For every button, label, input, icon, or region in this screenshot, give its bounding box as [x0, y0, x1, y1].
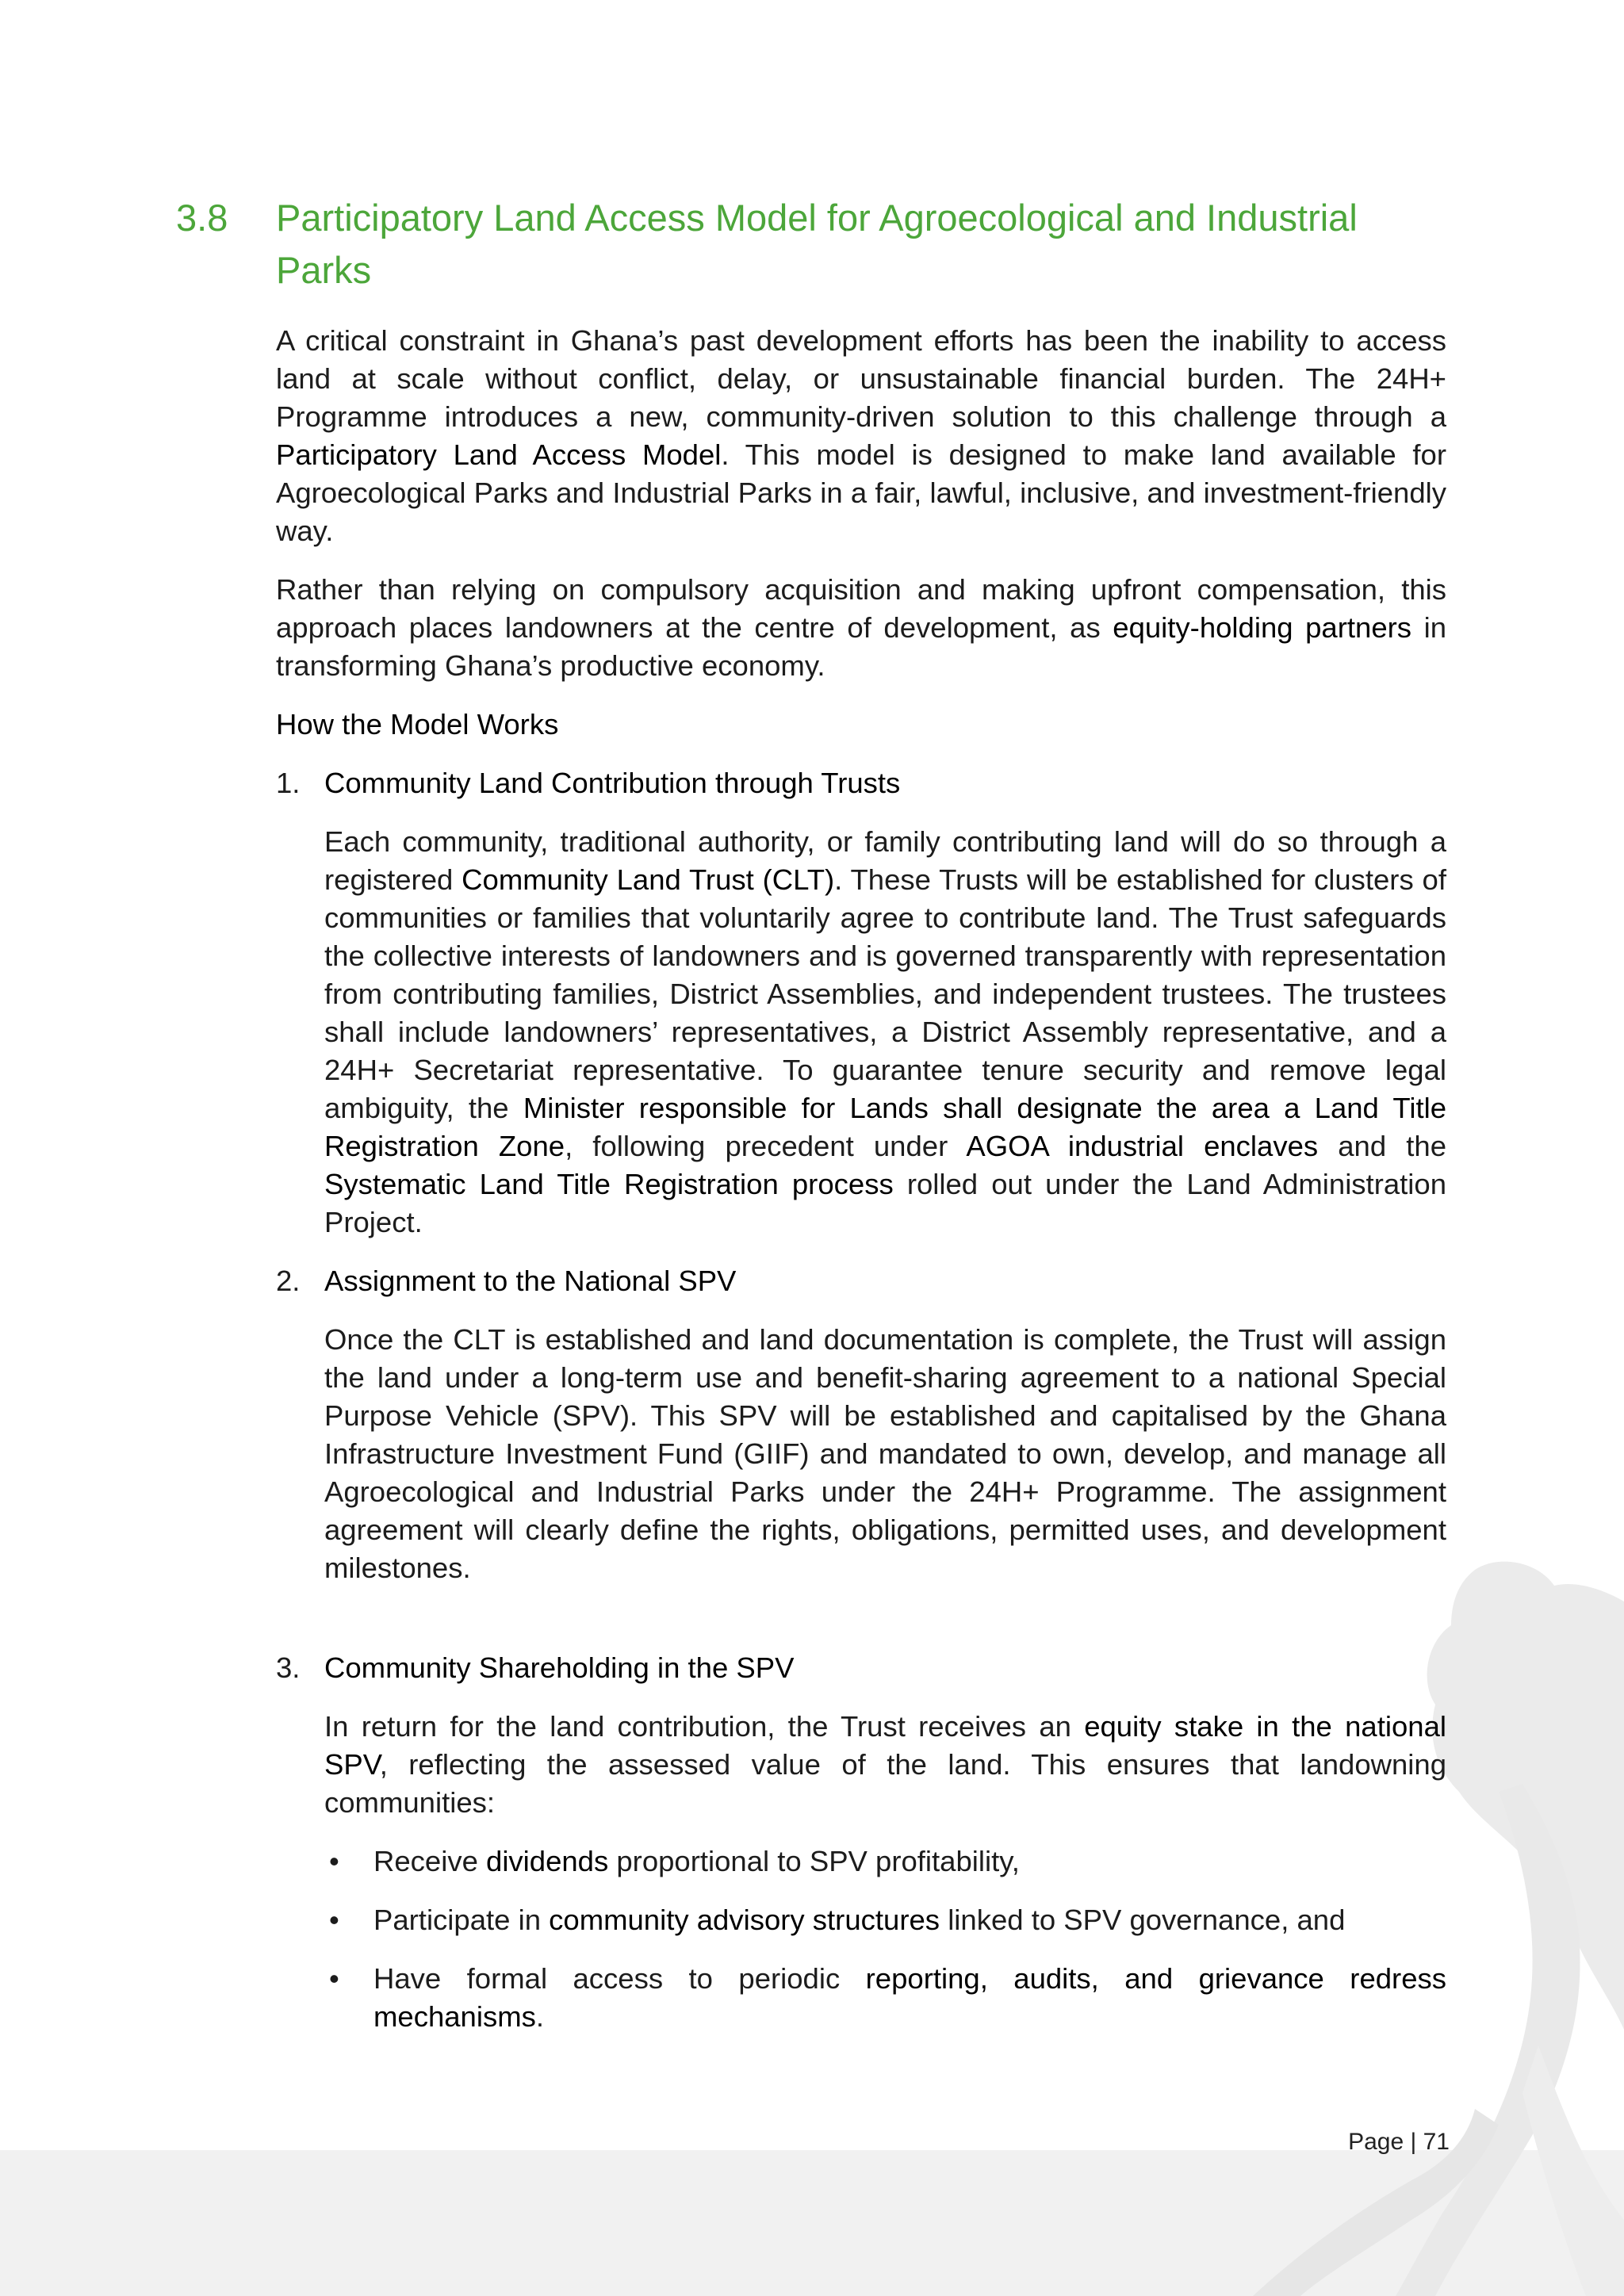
bullet-icon: • [329, 1845, 339, 1877]
text-run: in transforming Ghana’s productive economy. [276, 611, 1447, 682]
text-run: Have formal access to periodic [373, 1962, 866, 1995]
list-item-1 [276, 764, 1446, 1242]
text-run: In return for the land contribution, the Trust receives an [324, 1710, 1085, 1743]
item-number: 3. [276, 1651, 301, 1684]
text-run: , following precedent under [565, 1130, 967, 1162]
emphasis-term: equity stake in the national SPV [324, 1710, 1446, 1781]
item-body [324, 823, 1446, 1242]
how-model-works-heading: How the Model Works [276, 708, 559, 740]
item-body: Once the CLT is established and land documentation is complete, the Trust will assign the land under a long-term use and benefit-sharing agreement to a national Special Purpose Vehicle (SPV). This SPV will be established and capitalised by the Ghana Infrastructure Investment Fund (GIIF) and mandated to own, develop, and manage all Agroecological and Industrial Parks under the 24H+ Programme. The assignment agreement will clearly define the rights, obligations, permitted uses, and development milestones. [324, 1323, 1446, 1584]
text-run: . [535, 2000, 545, 2033]
text-run: rolled out under the Land Administration Project. [324, 1168, 1446, 1238]
text-run: proportional to SPV profitability, [608, 1845, 1020, 1877]
intro-paragraph-1 [276, 322, 1446, 550]
bullet-list [324, 1843, 1446, 2036]
emphasis-term: AGOA industrial enclaves [966, 1130, 1319, 1162]
emphasis-term: Participatory Land Access Model [276, 438, 722, 471]
item-body [324, 1708, 1446, 1822]
emphasis-term: Community Land Trust (CLT) [462, 863, 835, 896]
text-run: Rather than relying on compulsory acquisition and making upfront compensation, this approach places landowners at the centre of development, as [276, 573, 1446, 644]
bullet-item [324, 1843, 1446, 1881]
list-item-2 [276, 1262, 1446, 1587]
emphasis-term: Systematic Land Title Registration process [324, 1168, 894, 1200]
emphasis-term: community advisory structures [549, 1904, 940, 1936]
text-run: . These Trusts will be established for clusters of communities or families that voluntarily agree to contribute land. The Trust safeguards the collective interests of landowners and is governed transparently with representation from contributing families, District Assemblies, and independent trustees. The trustees shall include landowners’ representatives, a District Assembly representative, and a 24H+ Secretariat representative. To guarantee tenure security and remove legal ambiguity, the [324, 863, 1446, 1124]
page-number: Page | 71 [1348, 2129, 1450, 2155]
section-title: Participatory Land Access Model for Agroecological and Industrial Parks [276, 197, 1358, 291]
bullet-item [324, 1960, 1446, 2036]
text-run: , reflecting the assessed value of the land. This ensures that landowning communities: [324, 1748, 1446, 1819]
intro-paragraph-2 [276, 571, 1446, 685]
text-run: and the [1318, 1130, 1446, 1162]
text-run: linked to SPV governance, and [940, 1904, 1346, 1936]
item-number: 1. [276, 767, 301, 799]
emphasis-term: reporting, audits, and grievance redress mechanisms [373, 1962, 1446, 2033]
emphasis-term: equity-holding partners [1113, 611, 1412, 644]
item-title: Community Shareholding in the SPV [324, 1651, 795, 1684]
section-number: 3.8 [176, 197, 228, 239]
text-run: Each community, traditional authority, or family contributing land will do so through a registered [324, 825, 1446, 896]
text-run: Participate in [373, 1904, 550, 1936]
text-run: . This model is designed to make land available for Agroecological Parks and Industrial Parks in a fair, lawful, inclusive, and investment-friendly way. [276, 438, 1446, 547]
item-title: Assignment to the National SPV [324, 1265, 737, 1297]
text-run: Receive [373, 1845, 487, 1877]
emphasis-term: dividends [486, 1845, 609, 1877]
text-run: A critical constraint in Ghana’s past development efforts has been the inability to access land at scale without conflict, delay, or unsustainable financial burden. The 24H+ Programme introduces a new, community-driven solution to this challenge through a [276, 324, 1446, 433]
item-title: Community Land Contribution through Trusts [324, 767, 901, 799]
list-item-3 [276, 1649, 1446, 2036]
section-content [276, 322, 1446, 2057]
emphasis-term: Minister responsible for Lands shall designate the area a Land Title Registration Zone [324, 1092, 1446, 1162]
bullet-icon: • [329, 1904, 339, 1936]
bullet-item [324, 1901, 1446, 1939]
bullet-icon: • [329, 1962, 339, 1995]
item-number: 2. [276, 1265, 301, 1297]
